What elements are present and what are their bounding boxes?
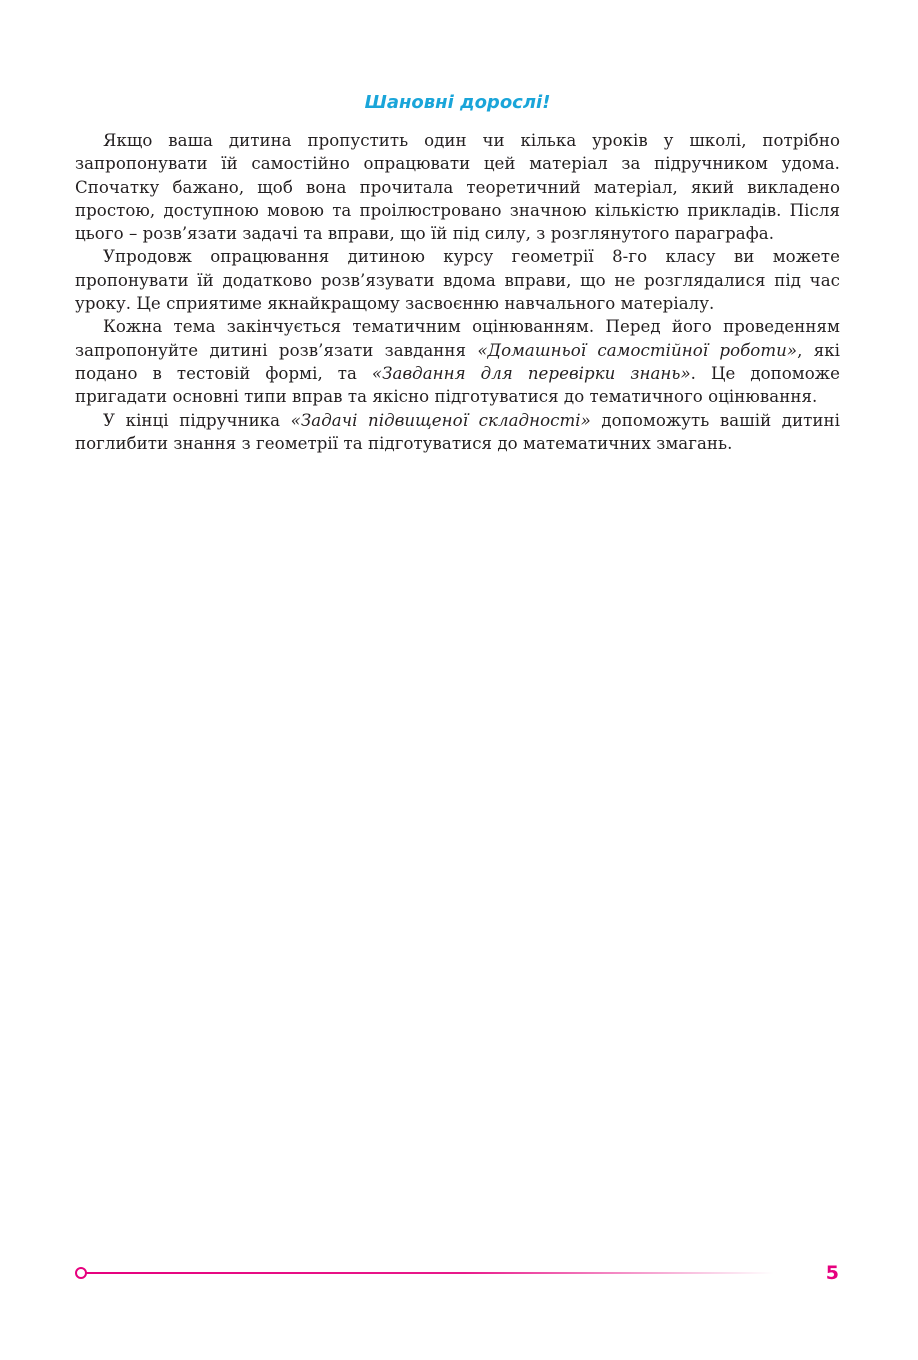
paragraph bbox=[75, 245, 840, 315]
paragraph bbox=[75, 129, 840, 245]
text-run: Упродовж опрацювання дитиною курсу геометрії 8-го класу ви можете пропонувати їй додатково розв’язувати вдома вправи, що не розглядалися під час уроку. Це сприятиме якнайкращому засвоєнню навчального матеріалу. bbox=[75, 247, 840, 314]
paragraph bbox=[75, 315, 840, 408]
paragraph bbox=[75, 409, 840, 456]
text-run: , які подано в тестовій формі, та bbox=[75, 340, 840, 383]
text-run: . Це допоможе пригадати основні типи вправ та якісно підготуватися до тематичного оцінювання. bbox=[75, 363, 840, 407]
text-run: Кожна тема закінчується тематичним оцінюванням. Перед його проведенням запропонуйте дитині розв’язати завдання bbox=[75, 317, 840, 360]
footer-circle-icon bbox=[76, 1268, 86, 1278]
italic-phrase: «Домашньої самостійної роботи» bbox=[477, 340, 798, 360]
text-run: У кінці підручника bbox=[103, 410, 291, 430]
text-run: Якщо ваша дитина пропустить один чи кілька уроків у школі, потрібно запропонувати їй самостійно опрацювати цей матеріал за підручником удома. Спочатку бажано, щоб вона прочитала теоретичний матеріал, який викладено простою, доступною мовою та проілюстровано значною кількістю прикладів. Після цього – розв’язати задачі та вправи, що їй під силу, з розглянутого параграфа. bbox=[75, 131, 840, 244]
page-number: 5 bbox=[825, 1262, 839, 1284]
text-run: допоможуть вашій дитині поглибити знання з геометрії та підготуватися до математичних змагань. bbox=[75, 410, 840, 453]
body-text bbox=[75, 129, 840, 455]
italic-phrase: «Задачі підвищеної складності» bbox=[290, 410, 591, 430]
footer-rule bbox=[74, 1264, 774, 1280]
page bbox=[75, 0, 840, 1360]
footer-line bbox=[86, 1272, 774, 1274]
page-heading: Шановні дорослі! bbox=[364, 92, 551, 113]
italic-phrase: «Завдання для перевірки знань» bbox=[371, 363, 691, 383]
